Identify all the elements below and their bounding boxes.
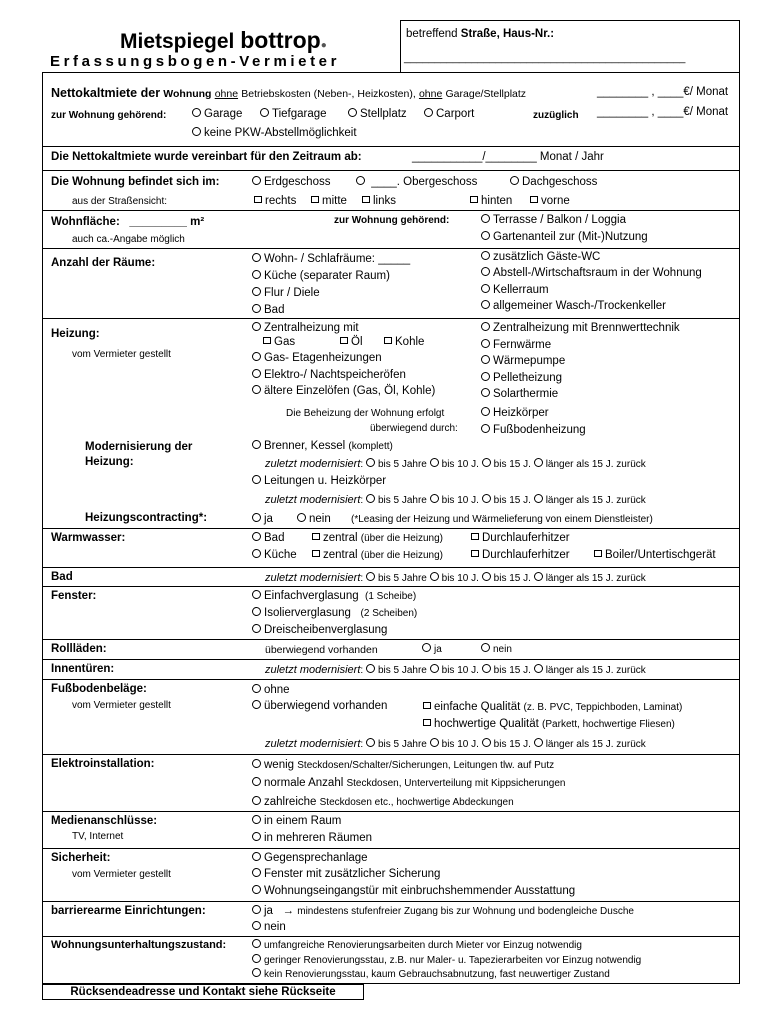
elektro-label: Elektroinstallation: (51, 758, 155, 770)
rolllaeden-ja[interactable]: ja (422, 643, 442, 655)
radio-icon (252, 939, 261, 948)
rent-heading: Nettokaltmiete der Wohnung ohne Betriebskosten (Neben-, Heizkosten), ohne Garage/Stellplatz (51, 86, 527, 100)
radio-icon (252, 832, 261, 841)
rolllaeden-nein[interactable]: nein (481, 643, 512, 655)
kohle-checkbox[interactable]: Kohle (384, 336, 424, 348)
title-city: bottrop (240, 27, 321, 53)
radio-icon (481, 214, 490, 223)
beheizung-text-1: Die Beheizung der Wohnung erfolgt (286, 408, 445, 419)
zuzueglich-label: zuzüglich (533, 110, 579, 121)
leitungen-option[interactable]: Leitungen u. Heizkörper (252, 475, 386, 487)
boden-einfach[interactable]: einfache Qualität (z. B. PVC, Teppichboden, Laminat) (423, 701, 682, 713)
sicherheit-opt-2[interactable]: Fenster mit zusätzlicher Sicherung (252, 868, 440, 880)
radio-icon (252, 513, 261, 522)
zustand-opt-3[interactable]: kein Renovierungsstau, kaum Gebrauchsabnutzung, fast neuwertiger Zustand (252, 968, 610, 980)
radio-icon (192, 127, 201, 136)
links-checkbox[interactable]: links (362, 195, 396, 207)
ww-zentral-1[interactable]: zentral (über die Heizung) (312, 532, 443, 544)
ww-bad[interactable]: Bad (252, 532, 284, 544)
boden-sub: vom Vermieter gestellt (72, 700, 171, 711)
sicherheit-sub: vom Vermieter gestellt (72, 869, 171, 880)
dachgeschoss-option[interactable]: Dachgeschoss (510, 176, 597, 188)
radio-icon (481, 284, 490, 293)
fenster-label: Fenster: (51, 590, 97, 602)
checkbox-icon (312, 533, 320, 540)
address-input[interactable]: ______________________________________________ (404, 52, 686, 64)
radio-icon (430, 572, 439, 581)
radio-icon (252, 287, 261, 296)
boden-ueber[interactable]: überwiegend vorhanden (252, 700, 387, 712)
radio-icon (252, 304, 261, 313)
heizkoerper-option[interactable]: Heizkörper (481, 407, 549, 419)
checkbox-icon (423, 702, 431, 709)
radio-icon (481, 300, 490, 309)
fernwaerme-option[interactable]: Fernwärme (481, 339, 551, 351)
radio-icon (252, 590, 261, 599)
fussboden-option[interactable]: Fußbodenheizung (481, 424, 586, 436)
pellet-option[interactable]: Pelletheizung (481, 372, 562, 384)
einzel-option[interactable]: ältere Einzelöfen (Gas, Öl, Kohle) (252, 385, 435, 397)
radio-icon (366, 664, 375, 673)
bad-modern-row: zuletzt modernisiert: bis 5 Jahre bis 10 J. bis 15 J. länger als 15 J. zurück (265, 572, 646, 584)
radio-icon (481, 407, 490, 416)
carport-option[interactable]: Carport (424, 108, 474, 120)
radio-icon (252, 777, 261, 786)
stellplatz-option[interactable]: Stellplatz (348, 108, 407, 120)
elektro-heiz-option[interactable]: Elektro-/ Nachtspeicheröfen (252, 369, 406, 381)
radio-icon (260, 108, 269, 117)
radio-icon (430, 738, 439, 747)
flaeche-belong: zur Wohnung gehörend: (334, 215, 450, 226)
sicherheit-label: Sicherheit: (51, 852, 111, 864)
etagen-option[interactable]: Gas- Etagenheizungen (252, 352, 382, 364)
radio-icon (252, 440, 261, 449)
modern-row-2: zuletzt modernisiert: bis 5 Jahre bis 10 J. bis 15 J. länger als 15 J. zurück (265, 494, 646, 506)
contracting-ja[interactable]: ja (252, 513, 273, 525)
raeume-item[interactable]: Flur / Diele (252, 287, 320, 299)
boden-ohne[interactable]: ohne (252, 684, 290, 696)
checkbox-icon (312, 550, 320, 557)
radio-icon (252, 796, 261, 805)
radio-icon (510, 176, 519, 185)
medien-opt-1[interactable]: in einem Raum (252, 815, 341, 827)
radio-icon (422, 643, 431, 652)
checkbox-icon (471, 533, 479, 540)
radio-icon (252, 885, 261, 894)
form-title (120, 27, 327, 54)
radio-icon (534, 738, 543, 747)
checkbox-icon (254, 196, 262, 203)
zustand-opt-1[interactable]: umfangreiche Renovierungsarbeiten durch Mieter vor Einzug notwendig (252, 939, 582, 951)
radio-icon (252, 921, 261, 930)
radio-icon (252, 176, 261, 185)
warmwasser-label: Warmwasser: (51, 532, 126, 544)
radio-icon (481, 251, 490, 260)
radio-icon (534, 572, 543, 581)
radio-icon (252, 759, 261, 768)
radio-icon (252, 607, 261, 616)
brennwert-option[interactable]: Zentralheizung mit Brennwerttechnik (481, 322, 680, 334)
heizung-sub: vom Vermieter gestellt (72, 349, 171, 360)
title-mietspiegel: Mietspiegel (120, 30, 235, 53)
radio-icon (252, 253, 261, 262)
radio-icon (482, 664, 491, 673)
raeume-item[interactable]: Bad (252, 304, 284, 316)
barriere-label: barrierearme Einrichtungen: (51, 905, 206, 917)
radio-icon (297, 513, 306, 522)
rent-belong-label: zur Wohnung gehörend: (51, 110, 167, 121)
radio-icon (192, 108, 201, 117)
checkbox-icon (362, 196, 370, 203)
solar-option[interactable]: Solarthermie (481, 388, 558, 400)
radio-icon (430, 458, 439, 467)
radio-icon (430, 664, 439, 673)
ww-boiler[interactable]: Boiler/Untertischgerät (594, 549, 716, 561)
radio-icon (252, 868, 261, 877)
medien-opt-2[interactable]: in mehreren Räumen (252, 832, 372, 844)
radio-icon (366, 494, 375, 503)
radio-icon (252, 968, 261, 977)
terrasse-option[interactable]: Terrasse / Balkon / Loggia (481, 214, 626, 226)
radio-icon (481, 643, 490, 652)
rechts-checkbox[interactable]: rechts (254, 195, 296, 207)
zentral-option[interactable]: Zentralheizung mit (252, 322, 359, 334)
keine-pkw-option[interactable]: keine PKW-Abstellmöglichkeit (192, 127, 357, 139)
erdgeschoss-option[interactable]: Erdgeschoss (252, 176, 330, 188)
radio-icon (481, 339, 490, 348)
rolllaeden-label: Rollläden: (51, 643, 107, 655)
radio-icon (481, 388, 490, 397)
vorne-checkbox[interactable]: vorne (530, 195, 570, 207)
contracting-label: Heizungscontracting*: (85, 512, 208, 524)
radio-icon (482, 458, 491, 467)
parking-amount-field[interactable]: ________ , ____€/ Monat (597, 106, 729, 118)
radio-icon (252, 532, 261, 541)
tueren-label: Innentüren: (51, 663, 115, 675)
flaeche-sub: auch ca.-Angabe möglich (72, 234, 185, 245)
ww-durchlauf-1[interactable]: Durchlauferhitzer (471, 532, 570, 544)
radio-icon (534, 494, 543, 503)
radio-icon (481, 372, 490, 381)
radio-icon (481, 355, 490, 364)
radio-icon (252, 270, 261, 279)
radio-icon (252, 475, 261, 484)
raeume-item[interactable]: zusätzlich Gäste-WC (481, 251, 600, 263)
form-subtitle: Erfassungsbogen-Vermieter (50, 53, 341, 70)
hinten-checkbox[interactable]: hinten (470, 195, 512, 207)
checkbox-icon (470, 196, 478, 203)
radio-icon (482, 738, 491, 747)
checkbox-icon (263, 337, 271, 344)
contracting-nein[interactable]: nein (297, 513, 331, 525)
radio-icon (252, 954, 261, 963)
arrow-right-icon: → (282, 905, 295, 917)
radio-icon (252, 369, 261, 378)
radio-icon (366, 572, 375, 581)
footer-return-address: Rücksendeadresse und Kontakt siehe Rückseite (42, 984, 364, 1000)
tueren-modern-row: zuletzt modernisiert: bis 5 Jahre bis 10 J. bis 15 J. länger als 15 J. zurück (265, 664, 646, 676)
checkbox-icon (471, 550, 479, 557)
drei-option[interactable]: Dreischeibenverglasung (252, 624, 387, 636)
boden-label: Fußbodenbeläge: (51, 683, 147, 695)
lage-label: Die Wohnung befindet sich im: (51, 176, 220, 188)
radio-icon (252, 549, 261, 558)
radio-icon (534, 664, 543, 673)
radio-icon (482, 572, 491, 581)
zustand-label: Wohnungsunterhaltungszustand: (51, 939, 227, 951)
barriere-nein[interactable]: nein (252, 921, 286, 933)
modern-label: Modernisierung der Heizung: (85, 441, 193, 468)
heizung-label: Heizung: (51, 328, 100, 340)
checkbox-icon (594, 550, 602, 557)
medien-label: Medienanschlüsse: (51, 815, 158, 827)
barriere-ja[interactable]: ja → mindestens stufenfreier Zugang bis zur Wohnung und bodengleiche Dusche (252, 905, 634, 917)
radio-icon (252, 815, 261, 824)
contracting-note: (*Leasing der Heizung und Wärmelieferung von einem Dienstleister) (351, 514, 653, 525)
period-field[interactable]: ___________/________ Monat / Jahr (412, 151, 604, 163)
radio-icon (481, 267, 490, 276)
raeume-item[interactable]: allgemeiner Wasch-/Trockenkeller (481, 300, 666, 312)
checkbox-icon (340, 337, 348, 344)
radio-icon (252, 322, 261, 331)
boden-hoch[interactable]: hochwertige Qualität (Parkett, hochwertige Fliesen) (423, 718, 675, 730)
radio-icon (366, 738, 375, 747)
ww-durchlauf-2[interactable]: Durchlauferhitzer (471, 549, 570, 561)
mitte-checkbox[interactable]: mitte (311, 195, 347, 207)
raeume-item[interactable]: Kellerraum (481, 284, 549, 296)
ww-kueche[interactable]: Küche (252, 549, 297, 561)
address-label: betreffend Straße, Haus-Nr.: (406, 28, 555, 40)
raeume-item[interactable]: Wohn- / Schlafräume: _____ (252, 253, 410, 265)
obergeschoss-option[interactable]: ____. Obergeschoss (356, 176, 477, 188)
einfach-option[interactable]: Einfachverglasung (1 Scheibe) (252, 590, 416, 602)
raeume-label: Anzahl der Räume: (51, 257, 156, 269)
bad-label: Bad (51, 571, 73, 583)
radio-icon (356, 176, 365, 185)
radio-icon (252, 352, 261, 361)
zustand-opt-2[interactable]: geringer Renovierungsstau, z.B. nur Maler- u. Tapezierarbeiten vor Einzug notwendig (252, 954, 641, 966)
boden-modern-row: zuletzt modernisiert: bis 5 Jahre bis 10 J. bis 15 J. länger als 15 J. zurück (265, 738, 646, 750)
elektro-opt-2[interactable]: normale Anzahl Steckdosen, Unterverteilung mit Kippsicherungen (252, 777, 566, 789)
radio-icon (481, 322, 490, 331)
radio-icon (481, 231, 490, 240)
sicherheit-opt-3[interactable]: Wohnungseingangstür mit einbruchshemmender Ausstattung (252, 885, 575, 897)
logo-dot-icon: ● (320, 40, 327, 51)
lage-sub: aus der Straßensicht: (72, 196, 168, 207)
radio-icon (534, 458, 543, 467)
waermepumpe-option[interactable]: Wärmepumpe (481, 355, 565, 367)
radio-icon (430, 494, 439, 503)
checkbox-icon (530, 196, 538, 203)
radio-icon (424, 108, 433, 117)
rolllaeden-text: überwiegend vorhanden (265, 644, 378, 656)
gas-checkbox[interactable]: Gas (263, 336, 295, 348)
radio-icon (366, 458, 375, 467)
checkbox-icon (384, 337, 392, 344)
beheizung-text-2: überwiegend durch: (370, 423, 458, 434)
radio-icon (252, 700, 261, 709)
oel-checkbox[interactable]: Öl (340, 336, 363, 348)
flaeche-label: Wohnfläche: _________ m² (51, 216, 205, 228)
ww-zentral-2[interactable]: zentral (über die Heizung) (312, 549, 443, 561)
raeume-item[interactable]: Abstell-/Wirtschaftsraum in der Wohnung (481, 267, 702, 279)
raeume-item[interactable]: Küche (separater Raum) (252, 270, 390, 282)
garage-option[interactable]: Garage (192, 108, 242, 120)
checkbox-icon (423, 719, 431, 726)
modern-row-1: zuletzt modernisiert: bis 5 Jahre bis 10 J. bis 15 J. länger als 15 J. zurück (265, 458, 646, 470)
tiefgarage-option[interactable]: Tiefgarage (260, 108, 327, 120)
isolier-option[interactable]: Isolierverglasung (2 Scheiben) (252, 607, 417, 619)
radio-icon (252, 385, 261, 394)
medien-sub: TV, Internet (72, 831, 124, 842)
period-label: Die Nettokaltmiete wurde vereinbart für den Zeitraum ab: (51, 151, 362, 163)
elektro-opt-1[interactable]: wenig Steckdosen/Schalter/Sicherungen, Leitungen tlw. auf Putz (252, 759, 554, 771)
radio-icon (252, 905, 261, 914)
radio-icon (252, 684, 261, 693)
radio-icon (252, 624, 261, 633)
radio-icon (481, 424, 490, 433)
sicherheit-opt-1[interactable]: Gegensprechanlage (252, 852, 368, 864)
brenner-option[interactable]: Brenner, Kessel (komplett) (252, 440, 393, 452)
radio-icon (348, 108, 357, 117)
checkbox-icon (311, 196, 319, 203)
radio-icon (252, 852, 261, 861)
rent-amount-field[interactable]: ________ , ____€/ Monat (597, 86, 729, 98)
radio-icon (482, 494, 491, 503)
garten-option[interactable]: Gartenanteil zur (Mit-)Nutzung (481, 231, 648, 243)
elektro-opt-3[interactable]: zahlreiche Steckdosen etc., hochwertige Abdeckungen (252, 796, 514, 808)
